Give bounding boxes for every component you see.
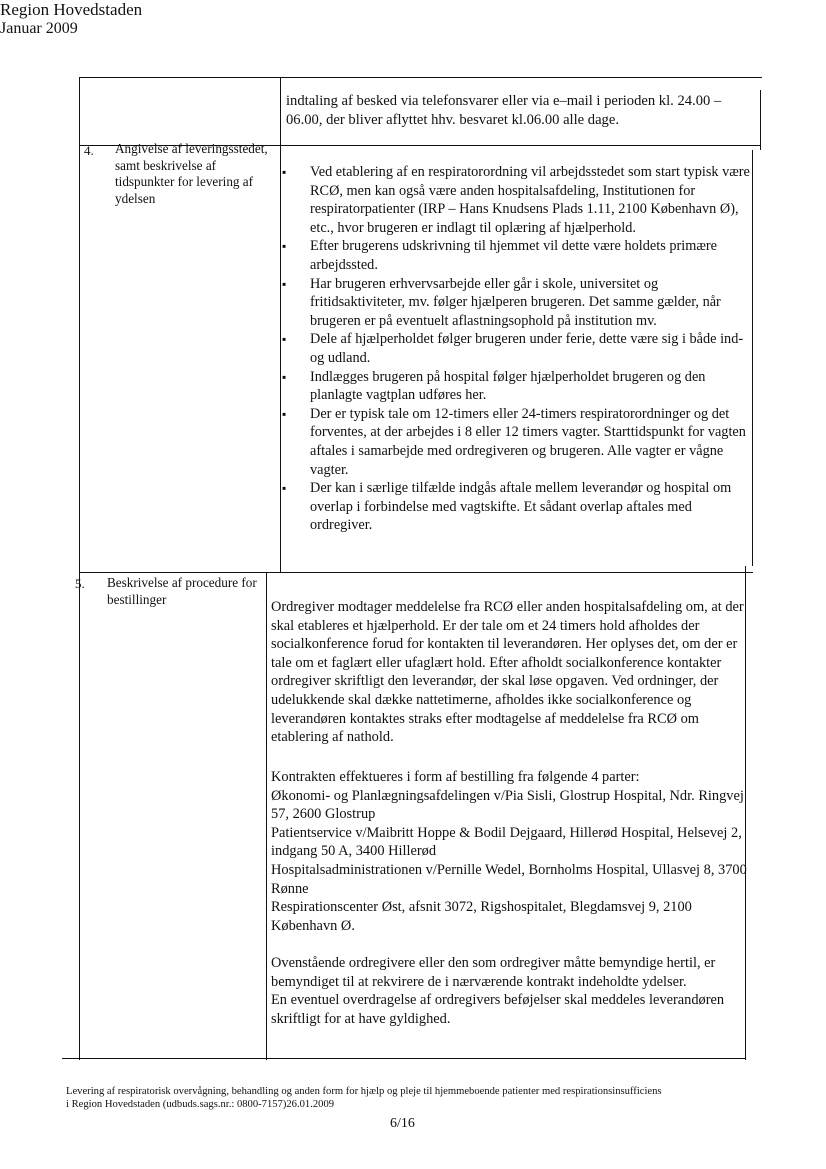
row5-number: 5.	[75, 576, 85, 591]
paragraph-line: Hospitalsadministrationen v/Pernille Wedel, Bornholms Hospital, Ullasvej 8, 3700 Rønne	[271, 861, 747, 897]
page-number: 6/16	[390, 1116, 415, 1131]
table-column-divider-2	[266, 573, 267, 1060]
list-item: ▪ Efter brugerens udskrivning til hjemmet vil dette være holdets primære arbejdssted.	[280, 237, 752, 274]
paragraph-line: Respirationscenter Øst, afsnit 3072, Rigshospitalet, Blegdamsvej 9, 2100 København Ø.	[271, 899, 692, 934]
list-item: ▪ Der er typisk tale om 12-timers eller 24-timers respiratorordninger og det forventes, at der arbejdes i 8 eller 12 timers vagter. Starttidspunkt for vagten aftales i samarbejde med ordregiveren og brugeren. Alle vagter er vågne vagter.	[280, 405, 752, 479]
row4-bullet-list	[280, 163, 752, 535]
top-row-text: indtaling af besked via telefonsvarer eller via e–mail i perioden kl. 24.00 – 06.00, der bliver aflyttet hhv. besvaret kl.06.00 alle dage.	[286, 93, 722, 128]
paragraph-text: Ovenstående ordregivere eller den som ordregiver måtte bemyndige hertil, er bemyndiget til at rekvirere de i nærværende kontrakt indeholdte ydelser.	[271, 955, 716, 990]
row5-paragraph-3	[271, 954, 747, 1028]
list-item: ▪ Ved etablering af en respiratorordning vil arbejdsstedet som start typisk være RCØ, men kan også være anden hospitalsafdeling, Institutionen for respiratorpatienter (IRP – Hans Knudsens Plads 1.11, 2100 København Ø), etc., hvor brugeren er indlagt til oplæring af hjælperhold.	[280, 163, 752, 237]
paragraph-line: Patientservice v/Maibritt Hoppe & Bodil Dejgaard, Hillerød Hospital, Helsevej 2, indgang 50 A, 3400 Hillerød	[271, 824, 742, 860]
row5-paragraph-2	[271, 768, 747, 935]
header-organization: Region Hovedstaden	[0, 0, 143, 19]
header-date: Januar 2009	[0, 20, 78, 37]
list-item: ▪ Dele af hjælperholdet følger brugeren under ferie, dette være sig i både ind- og udland.	[280, 330, 752, 367]
list-item: ▪ Har brugeren erhvervsarbejde eller går i skole, universitet og fritidsaktiviteter, mv. følger hjælperen brugeren. Det samme gælder, når brugeren er på eventuelt aflastningsophold på institution mv.	[280, 275, 752, 331]
list-item: ▪ Indlægges brugeren på hospital følger hjælperholdet brugeren og den planlagte vagtplan udføres her.	[280, 368, 752, 405]
paragraph-text: Ordregiver modtager meddelelse fra RCØ eller anden hospitalsafdeling om, at der skal etableres et hjælperhold. Er der tale om et 24 timers hold afholdes der socialkonference forud for kontakten til leverandøren. Her oplyses det, om der er tale om et faglært eller ufaglært hold. Efter afholdt socialkonference kontakter ordregiver skriftligt den leverandør, der skal løse opgaven. Ved ordninger, der udelukkende skal dække nattetimerne, afholdes ikke socialkonference og leverandøren kontaktes straks efter modtagelse af meddelelse fra RCØ om etablering af nathold.	[271, 599, 744, 746]
paragraph-line: Økonomi- og Planlægningsafdelingen v/Pia Sisli, Glostrup Hospital, Ndr. Ringvej 57, 2600 Glostrup	[271, 787, 744, 823]
row4-label: Angivelse af leveringsstedet, samt beskrivelse af tidspunkter for levering af ydelsen	[115, 141, 268, 206]
paragraph-line: Kontrakten effektueres i form af bestilling fra følgende 4 parter:	[271, 769, 640, 785]
row4-number: 4.	[84, 143, 94, 158]
table-right-border	[760, 90, 761, 150]
table-top-border	[79, 77, 762, 78]
row5-paragraph-1	[271, 598, 747, 747]
table-bottom-border	[62, 1058, 746, 1059]
list-item: ▪ Der kan i særlige tilfælde indgås aftale mellem leverandør og hospital om overlap i forbindelse med vagtskifte. Et sådant overlap aftales med ordregiver.	[280, 479, 752, 535]
row-divider-2	[79, 572, 753, 573]
table-left-border	[79, 77, 80, 1060]
paragraph-text: En eventuel overdragelse af ordregivers beføjelser skal meddeles leverandøren skriftligt for at have gyldighed.	[271, 992, 725, 1027]
row5-label: Beskrivelse af procedure for bestillinger	[107, 575, 257, 607]
footer-text: Levering af respiratorisk overvågning, behandling og anden form for hjælp og pleje til hjemmeboende patienter med respirationsinsufficiens i Region Hovedstaden (udbuds.sags.nr.: 0800-7157)26.01.2009	[66, 1086, 662, 1110]
table-right-border-2	[752, 150, 753, 566]
